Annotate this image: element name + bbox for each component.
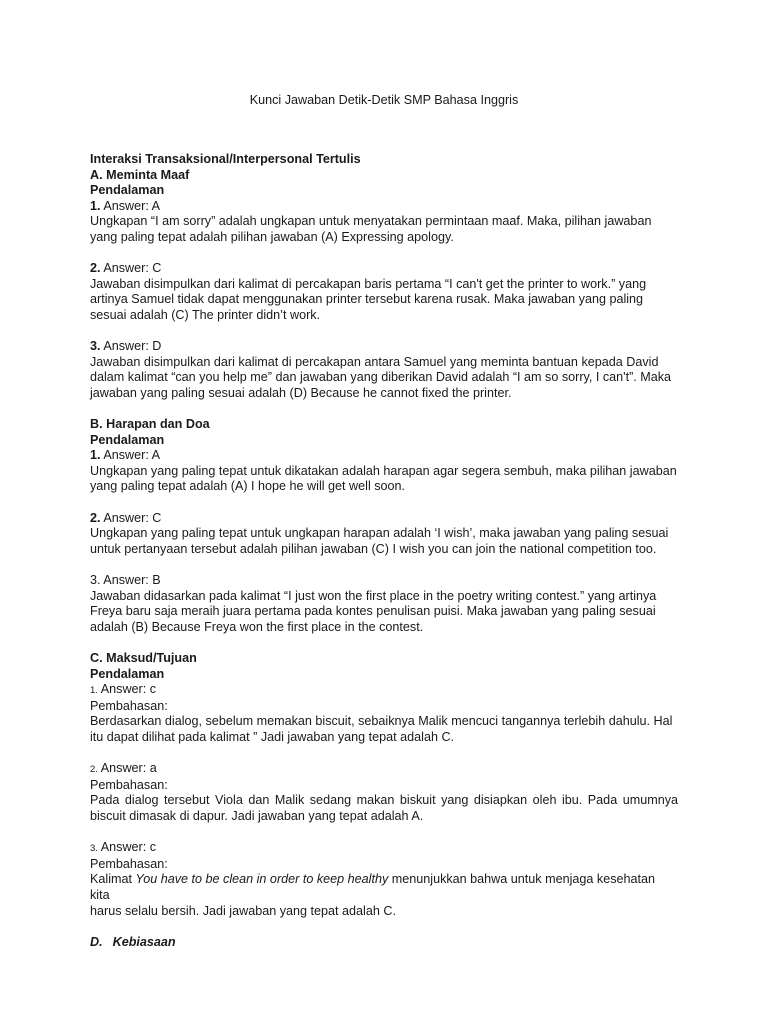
c-q2-num: 2. [90, 764, 98, 776]
c-q3-line2: harus selalu bersih. Jadi jawaban yang tepat adalah C. [90, 903, 396, 918]
a-q1-answer-text: Answer: A [100, 198, 161, 213]
a-q3-answer-text: Answer: D [100, 339, 162, 354]
c-q1-num: 1. [90, 685, 98, 697]
c-q2-label: Pembahasan: [90, 777, 168, 792]
b-q3-line: adalah (B) Because Freya won the first place in the contest. [90, 619, 424, 634]
section-c-sub: Pendalaman [90, 666, 165, 681]
c-q3-line-post: menunjukkan bahwa untuk menjaga kesehatan kita [90, 872, 656, 902]
main-heading: Interaksi Transaksional/Interpersonal Tertulis [90, 152, 361, 166]
b-q1-num: 1. [90, 448, 101, 463]
a-q3-line: dalam kalimat “can you help me” dan jawaban yang diberikan David adalah “I am so sorry, I can't”. Maka [90, 370, 672, 385]
b-q2-line: untuk pertanyaan tersebut adalah pilihan jawaban (C) I wish you can join the national competition too. [90, 541, 657, 556]
c-q3-num: 3. [90, 843, 98, 855]
section-d-letter: D. [90, 934, 103, 949]
b-q2-num: 2. [90, 510, 101, 525]
b-q3-answer: 3. Answer: B [90, 573, 161, 588]
b-q1-answer [90, 448, 678, 464]
b-q3-line: Freya baru saja meraih juara pertama pada kontes penulisan puisi. Maka jawaban yang paling sesuai [90, 604, 656, 619]
a-q3-num: 3. [90, 339, 101, 354]
a-q2-line: Jawaban disimpulkan dari kalimat di percakapan baris pertama “I can't get the printer to work.” yang [90, 276, 647, 291]
c-q3-line-italic: You have to be clean in order to keep healthy [135, 872, 389, 887]
c-q3-answer [90, 840, 678, 857]
a-q2-line: artinya Samuel tidak dapat menggunakan printer tersebut karena rusak. Maka jawaban yang paling [90, 292, 644, 307]
section-b-sub: Pendalaman [90, 432, 165, 447]
section-b-heading: B. Harapan dan Doa [90, 417, 210, 432]
section-a-heading: A. Meminta Maaf [90, 167, 190, 182]
c-q2-line: biscuit dimasak di dapur. Jadi jawaban yang tepat adalah A. [90, 808, 424, 823]
c-q1-answer-text: Answer: c [97, 682, 157, 697]
a-q2-line: sesuai adalah (C) The printer didn’t work. [90, 307, 321, 322]
a-q2-answer-text: Answer: C [100, 261, 162, 276]
a-q1-answer [90, 199, 678, 215]
c-q1-line: itu dapat dilihat pada kalimat ” Jadi jawaban yang tepat adalah C. [90, 729, 455, 744]
b-q1-line: yang paling tepat adalah (A) I hope he will get well soon. [90, 479, 406, 494]
c-q3-answer-text: Answer: c [97, 840, 157, 855]
c-q3-line [90, 872, 678, 903]
b-q1-answer-text: Answer: A [100, 448, 161, 463]
a-q2-answer [90, 261, 678, 277]
section-c-heading: C. Maksud/Tujuan [90, 651, 197, 665]
section-a-sub: Pendalaman [90, 183, 165, 198]
section-d-heading [90, 935, 678, 951]
a-q1-line: Ungkapan “I am sorry” adalah ungkapan untuk menyatakan permintaan maaf. Maka, pilihan jawaban [90, 214, 652, 229]
b-q1-line: Ungkapan yang paling tepat untuk dikatakan adalah harapan agar segera sembuh, maka pilihan jawaban [90, 463, 677, 478]
c-q3-label: Pembahasan: [90, 856, 168, 871]
c-q1-line: Berdasarkan dialog, sebelum memakan biscuit, sebaiknya Malik mencuci tangannya terlebih dahulu. Hal [90, 714, 673, 729]
a-q3-line: Jawaban disimpulkan dari kalimat di percakapan antara Samuel yang meminta bantuan kepada David [90, 354, 659, 369]
b-q2-answer [90, 511, 678, 527]
c-q3-line-pre: Kalimat [90, 872, 136, 887]
c-q1-answer [90, 682, 678, 699]
document-body [90, 152, 678, 950]
section-d-title: Kebiasaan [112, 934, 176, 949]
a-q1-line: yang paling tepat adalah pilihan jawaban (A) Expressing apology. [90, 229, 454, 244]
a-q2-num: 2. [90, 261, 101, 276]
c-q2-line: Pada dialog tersebut Viola dan Malik sedang makan biskuit yang disiapkan oleh ibu. Pada umumnya [90, 793, 678, 808]
b-q2-line: Ungkapan yang paling tepat untuk ungkapan harapan adalah ‘I wish’, maka jawaban yang paling sesuai [90, 526, 669, 541]
a-q3-answer [90, 339, 678, 355]
document-title: Kunci Jawaban Detik-Detik SMP Bahasa Inggris [249, 93, 519, 107]
c-q2-answer [90, 761, 678, 778]
a-q3-line: jawaban yang paling sesuai adalah (D) Because he cannot fixed the printer. [90, 385, 512, 400]
a-q1-num: 1. [90, 198, 101, 213]
b-q3-line: Jawaban didasarkan pada kalimat “I just won the first place in the poetry writing contest.” yang artinya [90, 588, 657, 603]
b-q2-answer-text: Answer: C [100, 510, 162, 525]
c-q1-label: Pembahasan: [90, 698, 168, 713]
c-q2-answer-text: Answer: a [97, 761, 157, 776]
